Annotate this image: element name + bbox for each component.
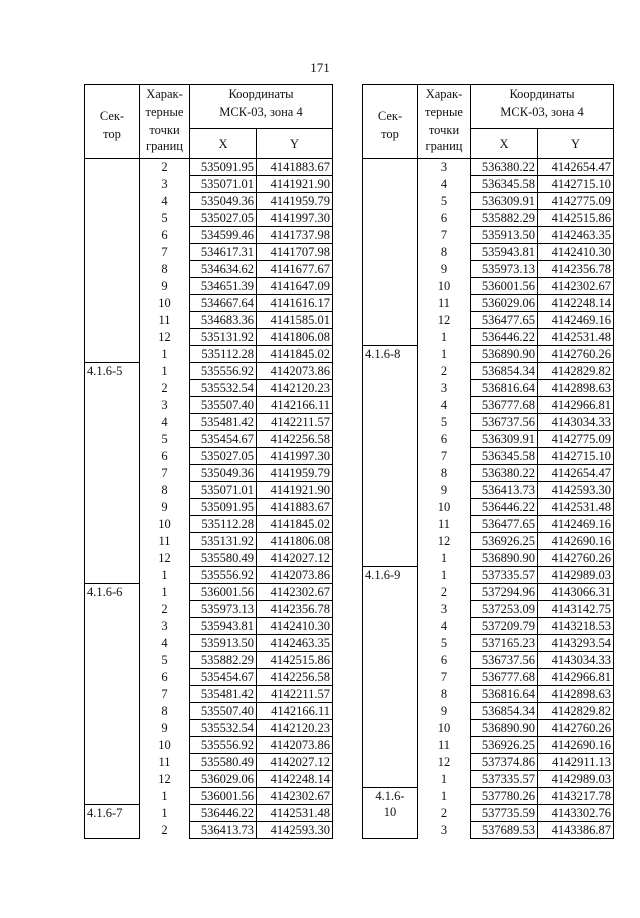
x-cell: 536345.58 — [471, 448, 538, 465]
point-cell: 5 — [140, 652, 190, 669]
point-cell: 1 — [418, 329, 471, 346]
x-cell: 536926.25 — [471, 737, 538, 754]
point-cell: 1 — [418, 771, 471, 788]
point-cell: 3 — [418, 380, 471, 397]
y-cell: 4142531.48 — [257, 805, 333, 822]
x-cell: 536890.90 — [471, 346, 538, 363]
x-cell: 536309.91 — [471, 431, 538, 448]
point-cell: 1 — [418, 788, 471, 805]
point-cell: 10 — [140, 516, 190, 533]
y-cell: 4142463.35 — [538, 227, 614, 244]
point-cell: 6 — [418, 210, 471, 227]
y-cell: 4142966.81 — [538, 669, 614, 686]
header-points-line3: точки — [149, 123, 180, 137]
x-cell: 535913.50 — [190, 635, 257, 652]
y-cell: 4141845.02 — [257, 346, 333, 363]
point-cell: 2 — [418, 584, 471, 601]
y-cell: 4142515.86 — [538, 210, 614, 227]
y-cell: 4142531.48 — [538, 499, 614, 516]
y-cell: 4142463.35 — [257, 635, 333, 652]
point-cell: 8 — [140, 703, 190, 720]
y-cell: 4142898.63 — [538, 380, 614, 397]
x-cell: 537374.86 — [471, 754, 538, 771]
point-cell: 6 — [140, 227, 190, 244]
y-cell: 4142027.12 — [257, 550, 333, 567]
point-cell: 10 — [140, 737, 190, 754]
y-cell: 4141616.17 — [257, 295, 333, 312]
x-cell: 536001.56 — [190, 584, 257, 601]
y-cell: 4142120.23 — [257, 720, 333, 737]
y-cell: 4143034.33 — [538, 652, 614, 669]
x-cell: 535112.28 — [190, 346, 257, 363]
x-cell: 536413.73 — [190, 822, 257, 839]
header-points — [140, 85, 190, 159]
header-sector — [85, 85, 140, 159]
y-cell: 4141806.08 — [257, 533, 333, 550]
point-cell: 10 — [418, 499, 471, 516]
point-cell: 11 — [140, 533, 190, 550]
y-cell: 4142515.86 — [257, 652, 333, 669]
y-cell: 4141959.79 — [257, 465, 333, 482]
x-cell: 534667.64 — [190, 295, 257, 312]
x-cell: 535556.92 — [190, 567, 257, 584]
y-cell: 4141997.30 — [257, 210, 333, 227]
point-cell: 5 — [140, 210, 190, 227]
y-cell: 4141647.09 — [257, 278, 333, 295]
header-points — [418, 85, 471, 159]
y-cell: 4142302.67 — [257, 788, 333, 805]
point-cell: 3 — [418, 822, 471, 839]
x-cell: 536001.56 — [190, 788, 257, 805]
point-cell: 3 — [418, 159, 471, 176]
x-cell: 535556.92 — [190, 363, 257, 380]
header-points-line2: терные — [145, 105, 184, 119]
y-cell: 4142911.13 — [538, 754, 614, 771]
x-cell: 535532.54 — [190, 380, 257, 397]
header-sector-line2: тор — [103, 127, 121, 141]
point-cell: 10 — [418, 720, 471, 737]
y-cell: 4142760.26 — [538, 550, 614, 567]
x-cell: 535454.67 — [190, 431, 257, 448]
point-cell: 7 — [140, 465, 190, 482]
y-cell: 4141959.79 — [257, 193, 333, 210]
header-coordinates-subtitle: МСК-03, зона 4 — [500, 105, 584, 119]
x-cell: 534599.46 — [190, 227, 257, 244]
header-y: Y — [538, 129, 614, 159]
header-points-line1: Харак- — [146, 87, 183, 101]
table-row — [85, 159, 333, 176]
header-sector — [363, 85, 418, 159]
y-cell: 4142715.10 — [538, 448, 614, 465]
x-cell: 535071.01 — [190, 482, 257, 499]
y-cell: 4141921.90 — [257, 176, 333, 193]
y-cell: 4142166.11 — [257, 703, 333, 720]
x-cell: 535580.49 — [190, 550, 257, 567]
x-cell: 535112.28 — [190, 516, 257, 533]
y-cell: 4143034.33 — [538, 414, 614, 431]
x-cell: 535049.36 — [190, 193, 257, 210]
point-cell: 5 — [418, 635, 471, 652]
y-cell: 4141883.67 — [257, 159, 333, 176]
x-cell: 536001.56 — [471, 278, 538, 295]
x-cell: 534683.36 — [190, 312, 257, 329]
x-cell: 537165.23 — [471, 635, 538, 652]
point-cell: 3 — [418, 601, 471, 618]
header-points-line2: терные — [425, 105, 463, 119]
point-cell: 7 — [418, 669, 471, 686]
point-cell: 1 — [140, 346, 190, 363]
point-cell: 2 — [140, 380, 190, 397]
y-cell: 4141677.67 — [257, 261, 333, 278]
x-cell: 535507.40 — [190, 703, 257, 720]
point-cell: 11 — [140, 312, 190, 329]
header-coordinates-title: Координаты — [509, 87, 575, 101]
point-cell: 3 — [140, 176, 190, 193]
x-cell: 534617.31 — [190, 244, 257, 261]
point-cell: 11 — [418, 295, 471, 312]
point-cell: 9 — [418, 703, 471, 720]
point-cell: 10 — [418, 278, 471, 295]
point-cell: 2 — [140, 159, 190, 176]
y-cell: 4143386.87 — [538, 822, 614, 839]
point-cell: 8 — [418, 244, 471, 261]
coordinates-table-left — [84, 84, 333, 839]
x-cell: 536477.65 — [471, 312, 538, 329]
x-cell: 535882.29 — [190, 652, 257, 669]
point-cell: 7 — [140, 244, 190, 261]
y-cell: 4142410.30 — [257, 618, 333, 635]
header-sector-line1: Сек- — [99, 109, 125, 123]
table-body-left — [85, 159, 333, 839]
y-cell: 4141921.90 — [257, 482, 333, 499]
point-cell: 9 — [418, 261, 471, 278]
y-cell: 4142256.58 — [257, 431, 333, 448]
x-cell: 535091.95 — [190, 499, 257, 516]
table-row — [85, 584, 333, 601]
header-sector-line1: Сек- — [377, 109, 403, 123]
point-cell: 12 — [140, 550, 190, 567]
point-cell: 3 — [140, 397, 190, 414]
y-cell: 4142715.10 — [538, 176, 614, 193]
point-cell: 9 — [418, 482, 471, 499]
y-cell: 4142966.81 — [538, 397, 614, 414]
sector-cell: 4.1.6-7 — [85, 805, 140, 839]
y-cell: 4142531.48 — [538, 329, 614, 346]
header-coordinates-subtitle: МСК-03, зона 4 — [219, 105, 303, 119]
y-cell: 4141997.30 — [257, 448, 333, 465]
y-cell: 4141737.98 — [257, 227, 333, 244]
point-cell: 11 — [418, 737, 471, 754]
table-row — [363, 346, 614, 363]
x-cell: 536446.22 — [471, 499, 538, 516]
header-coordinates-title: Координаты — [228, 87, 294, 101]
point-cell: 5 — [418, 414, 471, 431]
y-cell: 4142593.30 — [257, 822, 333, 839]
table-body-right — [363, 159, 614, 839]
table-row — [363, 567, 614, 584]
point-cell: 9 — [140, 278, 190, 295]
x-cell: 536309.91 — [471, 193, 538, 210]
x-cell: 536446.22 — [190, 805, 257, 822]
y-cell: 4142760.26 — [538, 346, 614, 363]
x-cell: 535532.54 — [190, 720, 257, 737]
header-x: X — [471, 129, 538, 159]
point-cell: 4 — [140, 635, 190, 652]
point-cell: 9 — [140, 720, 190, 737]
sector-cell: 4.1.6-8 — [363, 346, 418, 567]
table-row — [363, 159, 614, 176]
x-cell: 535049.36 — [190, 465, 257, 482]
y-cell: 4143066.31 — [538, 584, 614, 601]
point-cell: 11 — [140, 754, 190, 771]
x-cell: 536029.06 — [471, 295, 538, 312]
x-cell: 535556.92 — [190, 737, 257, 754]
x-cell: 537335.57 — [471, 771, 538, 788]
y-cell: 4142120.23 — [257, 380, 333, 397]
point-cell: 12 — [140, 771, 190, 788]
x-cell: 535481.42 — [190, 414, 257, 431]
x-cell: 536854.34 — [471, 363, 538, 380]
point-cell: 8 — [140, 261, 190, 278]
point-cell: 1 — [140, 363, 190, 380]
sector-cell — [85, 159, 140, 363]
y-cell: 4142690.16 — [538, 533, 614, 550]
y-cell: 4142593.30 — [538, 482, 614, 499]
y-cell: 4142248.14 — [538, 295, 614, 312]
y-cell: 4143293.54 — [538, 635, 614, 652]
x-cell: 535973.13 — [471, 261, 538, 278]
sector-cell: 4.1.6-6 — [85, 584, 140, 805]
x-cell: 534651.39 — [190, 278, 257, 295]
point-cell: 5 — [140, 431, 190, 448]
y-cell: 4142898.63 — [538, 686, 614, 703]
point-cell: 6 — [418, 652, 471, 669]
point-cell: 9 — [140, 499, 190, 516]
header-points-line3: точки — [428, 123, 460, 137]
x-cell: 537780.26 — [471, 788, 538, 805]
point-cell: 2 — [140, 601, 190, 618]
x-cell: 535943.81 — [190, 618, 257, 635]
y-cell: 4142256.58 — [257, 669, 333, 686]
point-cell: 1 — [140, 567, 190, 584]
point-cell: 4 — [140, 193, 190, 210]
header-y: Y — [257, 129, 333, 159]
y-cell: 4142073.86 — [257, 363, 333, 380]
point-cell: 12 — [418, 312, 471, 329]
x-cell: 535580.49 — [190, 754, 257, 771]
point-cell: 7 — [140, 686, 190, 703]
x-cell: 536380.22 — [471, 159, 538, 176]
x-cell: 536816.64 — [471, 686, 538, 703]
x-cell: 537735.59 — [471, 805, 538, 822]
y-cell: 4143218.53 — [538, 618, 614, 635]
y-cell: 4142166.11 — [257, 397, 333, 414]
x-cell: 536890.90 — [471, 550, 538, 567]
header-points-line1: Харак- — [425, 87, 463, 101]
y-cell: 4141585.01 — [257, 312, 333, 329]
y-cell: 4142302.67 — [538, 278, 614, 295]
y-cell: 4142654.47 — [538, 465, 614, 482]
y-cell: 4142829.82 — [538, 703, 614, 720]
y-cell: 4142027.12 — [257, 754, 333, 771]
table-row — [363, 788, 614, 805]
y-cell: 4141883.67 — [257, 499, 333, 516]
point-cell: 6 — [140, 669, 190, 686]
x-cell: 536413.73 — [471, 482, 538, 499]
x-cell: 535027.05 — [190, 210, 257, 227]
header-points-line4: границ — [425, 139, 463, 153]
point-cell: 1 — [140, 805, 190, 822]
x-cell: 534634.62 — [190, 261, 257, 278]
point-cell: 1 — [140, 788, 190, 805]
x-cell: 537209.79 — [471, 618, 538, 635]
y-cell: 4142469.16 — [538, 312, 614, 329]
header-x: X — [190, 129, 257, 159]
point-cell: 3 — [140, 618, 190, 635]
sector-cell: 4.1.6-9 — [363, 567, 418, 788]
point-cell: 6 — [418, 431, 471, 448]
point-cell: 12 — [418, 533, 471, 550]
y-cell: 4142775.09 — [538, 431, 614, 448]
x-cell: 536345.58 — [471, 176, 538, 193]
point-cell: 2 — [140, 822, 190, 839]
x-cell: 536737.56 — [471, 414, 538, 431]
y-cell: 4142654.47 — [538, 159, 614, 176]
x-cell: 536854.34 — [471, 703, 538, 720]
x-cell: 535027.05 — [190, 448, 257, 465]
y-cell: 4141806.08 — [257, 329, 333, 346]
y-cell: 4142356.78 — [257, 601, 333, 618]
point-cell: 4 — [418, 618, 471, 635]
x-cell: 535882.29 — [471, 210, 538, 227]
x-cell: 536777.68 — [471, 397, 538, 414]
x-cell: 537689.53 — [471, 822, 538, 839]
header-sector-line2: тор — [381, 127, 399, 141]
header-coordinates — [190, 85, 333, 129]
point-cell: 7 — [418, 227, 471, 244]
y-cell: 4142775.09 — [538, 193, 614, 210]
x-cell: 535973.13 — [190, 601, 257, 618]
point-cell: 8 — [140, 482, 190, 499]
point-cell: 1 — [418, 346, 471, 363]
y-cell: 4142690.16 — [538, 737, 614, 754]
x-cell: 535071.01 — [190, 176, 257, 193]
x-cell: 535943.81 — [471, 244, 538, 261]
point-cell: 8 — [418, 686, 471, 703]
point-cell: 4 — [418, 397, 471, 414]
point-cell: 12 — [140, 329, 190, 346]
y-cell: 4142302.67 — [257, 584, 333, 601]
x-cell: 535481.42 — [190, 686, 257, 703]
x-cell: 537335.57 — [471, 567, 538, 584]
x-cell: 536380.22 — [471, 465, 538, 482]
x-cell: 536926.25 — [471, 533, 538, 550]
x-cell: 535131.92 — [190, 329, 257, 346]
x-cell: 535454.67 — [190, 669, 257, 686]
page-number: 171 — [310, 60, 330, 75]
point-cell: 11 — [418, 516, 471, 533]
x-cell: 537253.09 — [471, 601, 538, 618]
table-row — [85, 363, 333, 380]
table-row — [85, 805, 333, 822]
y-cell: 4141845.02 — [257, 516, 333, 533]
x-cell: 535091.95 — [190, 159, 257, 176]
point-cell: 4 — [418, 176, 471, 193]
y-cell: 4142760.26 — [538, 720, 614, 737]
sector-cell — [363, 159, 418, 346]
y-cell: 4143302.76 — [538, 805, 614, 822]
y-cell: 4143142.75 — [538, 601, 614, 618]
x-cell: 536890.90 — [471, 720, 538, 737]
x-cell: 536029.06 — [190, 771, 257, 788]
y-cell: 4142829.82 — [538, 363, 614, 380]
x-cell: 535131.92 — [190, 533, 257, 550]
x-cell: 536816.64 — [471, 380, 538, 397]
point-cell: 6 — [140, 448, 190, 465]
x-cell: 536737.56 — [471, 652, 538, 669]
point-cell: 1 — [140, 584, 190, 601]
header-points-line4: границ — [146, 139, 183, 153]
x-cell: 537294.96 — [471, 584, 538, 601]
point-cell: 2 — [418, 805, 471, 822]
x-cell: 536477.65 — [471, 516, 538, 533]
y-cell: 4142073.86 — [257, 737, 333, 754]
point-cell: 10 — [140, 295, 190, 312]
point-cell: 5 — [418, 193, 471, 210]
x-cell: 535913.50 — [471, 227, 538, 244]
sector-cell: 4.1.6- 10 — [363, 788, 418, 839]
coordinates-table-right — [362, 84, 614, 839]
y-cell: 4142248.14 — [257, 771, 333, 788]
y-cell: 4142410.30 — [538, 244, 614, 261]
y-cell: 4142989.03 — [538, 771, 614, 788]
point-cell: 1 — [418, 550, 471, 567]
y-cell: 4142469.16 — [538, 516, 614, 533]
y-cell: 4142211.57 — [257, 686, 333, 703]
sector-cell: 4.1.6-5 — [85, 363, 140, 584]
point-cell: 2 — [418, 363, 471, 380]
point-cell: 4 — [140, 414, 190, 431]
y-cell: 4141707.98 — [257, 244, 333, 261]
x-cell: 535507.40 — [190, 397, 257, 414]
x-cell: 536777.68 — [471, 669, 538, 686]
x-cell: 536446.22 — [471, 329, 538, 346]
point-cell: 12 — [418, 754, 471, 771]
header-coordinates — [471, 85, 614, 129]
y-cell: 4143217.78 — [538, 788, 614, 805]
y-cell: 4142211.57 — [257, 414, 333, 431]
y-cell: 4142989.03 — [538, 567, 614, 584]
point-cell: 7 — [418, 448, 471, 465]
y-cell: 4142073.86 — [257, 567, 333, 584]
point-cell: 8 — [418, 465, 471, 482]
point-cell: 1 — [418, 567, 471, 584]
y-cell: 4142356.78 — [538, 261, 614, 278]
